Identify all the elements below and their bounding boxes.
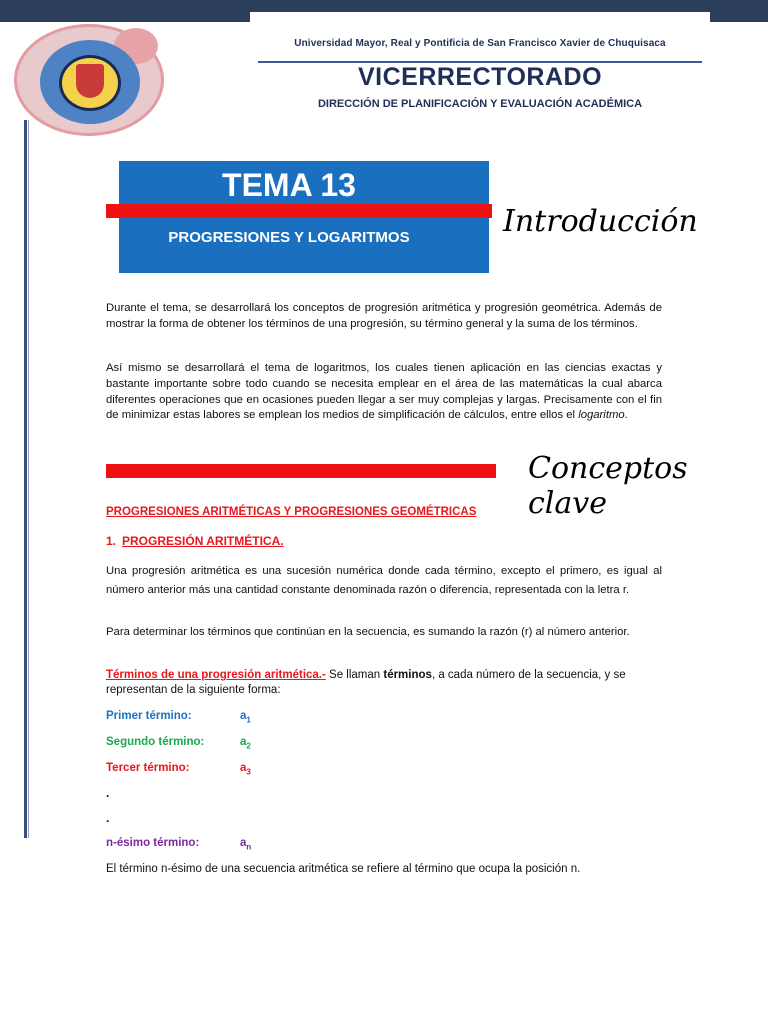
logarithm-term: logaritmo [578,409,625,422]
term-label: Tercer término: [106,762,190,774]
red-accent-bar-top [106,204,492,218]
term-symbol-index: n [246,842,252,852]
terms-bold-word: términos [383,669,432,681]
term-symbol-letter: a [240,762,247,774]
subsection-heading [106,534,284,548]
term-symbol-index: 1 [246,715,251,725]
term-label: Segundo término: [106,736,205,748]
term-symbol [240,837,251,851]
subsection-number: 1. [106,534,117,548]
department-title: DIRECCIÓN DE PLANIFICACIÓN Y EVALUACIÓN ACADÉMICA [317,98,643,110]
left-margin-rule [24,120,27,838]
term-symbol-letter: a [240,736,247,748]
term-symbol [240,736,251,750]
intro-paragraph-1: Durante el tema, se desarrollará los conceptos de progresión aritmética y progresión geométrica. Además de mostrar la forma de obtener los términos de una progresión, su término general y la suma de los términos. [106,302,662,330]
terms-text-2: , a cada número de la secuencia, y se representan de la siguiente forma: [106,669,626,696]
definition-paragraph: Una progresión aritmética es una sucesión numérica donde cada término, excepto el primero, es igual al número anterior más una cantidad constante denominada razón o diferencia, representada con la letra r. [106,565,662,596]
office-title: VICERRECTORADO [357,63,603,91]
term-symbol-letter: a [240,710,247,722]
ellipsis-dot: . [106,811,110,825]
tema-title: TEMA 13 [222,167,356,203]
red-accent-bar-concepts [106,464,496,478]
term-symbol [240,710,251,724]
intro-paragraph-2 [106,361,662,424]
term-symbol-index: 3 [246,767,251,777]
university-seal-logo [14,24,170,140]
tema-subtitle: PROGRESIONES Y LOGARITMOS [168,229,410,246]
terms-lead: Términos de una progresión aritmética.- [106,669,326,681]
nth-term-paragraph: El término n-ésimo de una secuencia aritmética se refiere al término que ocupa la posición n. [106,863,581,875]
term-label: n-ésimo término: [106,837,200,849]
term-symbol-letter: a [240,837,247,849]
rule-paragraph: Para determinar los términos que continúan en la secuencia, es sumando la razón (r) al número anterior. [106,626,630,638]
term-symbol-index: 2 [246,741,251,751]
left-margin-rule-thin [28,120,29,838]
intro-heading: Introducción [503,204,698,239]
header-notch [250,12,710,24]
term-label: Primer término: [106,710,192,722]
section-heading: PROGRESIONES ARITMÉTICAS Y PROGRESIONES GEOMÉTRICAS [106,506,477,518]
seal-shield-icon [76,64,104,98]
subsection-label: PROGRESIÓN ARITMÉTICA. [122,534,284,548]
terms-text-1: Se llaman [325,669,384,681]
term-symbol [240,762,251,776]
university-name: Universidad Mayor, Real y Pontificia de San Francisco Xavier de Chuquisaca [294,38,666,49]
intro-paragraph-2-end: . [624,409,628,422]
intro-paragraph-2-text: Así mismo se desarrollará el tema de logaritmos, los cuales tienen aplicación en las ciencias exactas y bastante importante sobre todo cuando se necesita emplear en el área de las matemáticas la cual abarca diferentes operaciones que en ocasiones pueden llegar a ser muy complejas y largas. Precisamente con el fin de minimizar estas labores se emplean los medios de simplificación de cálculos, entre ellos el [106,362,662,422]
concepts-heading: Conceptos clave [528,451,688,521]
ellipsis-dot: . [106,786,110,800]
terms-intro [106,668,662,698]
